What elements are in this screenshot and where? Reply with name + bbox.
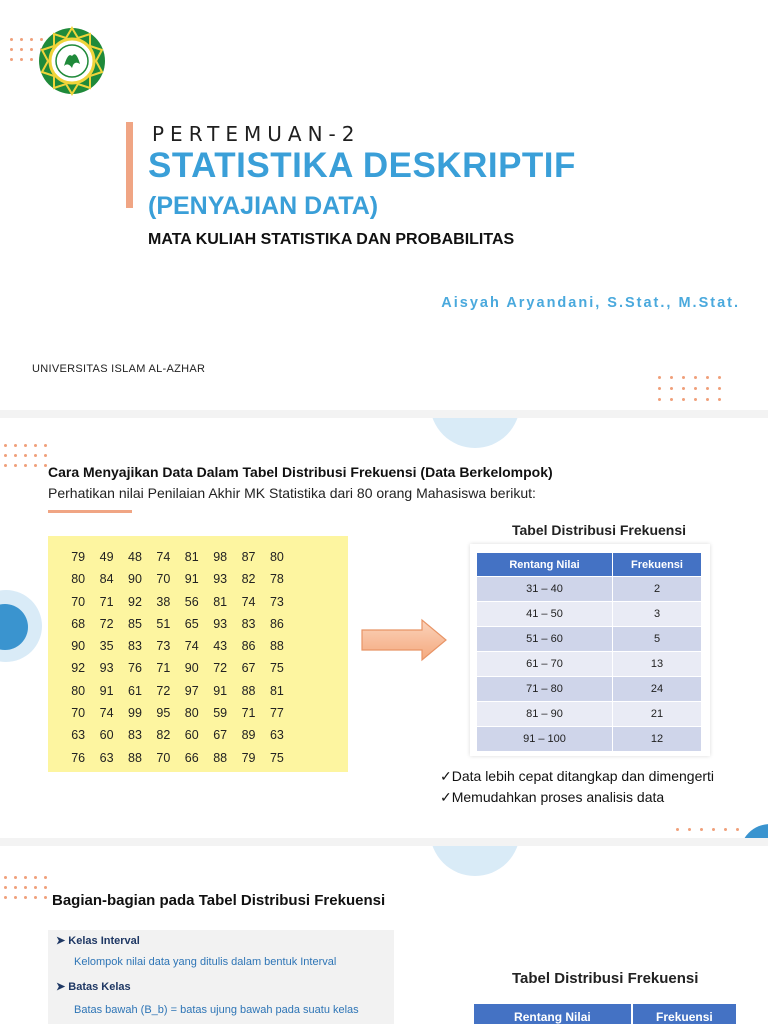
range-cell: 51 – 60	[477, 627, 613, 652]
frequency-table	[476, 552, 702, 752]
data-value-cell: 91	[184, 572, 199, 587]
data-value-cell: 80	[71, 572, 86, 587]
section-heading: Bagian-bagian pada Tabel Distribusi Frekuensi	[52, 892, 386, 909]
data-value-cell: 35	[99, 639, 114, 654]
data-value-cell: 85	[128, 616, 142, 631]
data-value-cell: 71	[99, 594, 114, 609]
frequency-cell: 3	[613, 602, 702, 627]
heading-underline	[48, 510, 132, 513]
data-value-cell: 63	[71, 728, 86, 743]
benefit-list	[440, 766, 714, 808]
decor-dots-left	[4, 444, 47, 467]
list-item: ✓Data lebih cepat ditangkap dan dimengerti	[440, 768, 715, 784]
data-value-cell: 79	[241, 750, 256, 765]
data-value-cell: 99	[128, 706, 142, 721]
definition-label: ➤ Batas Kelas	[56, 981, 131, 993]
arrow-bullet-icon: ➤	[56, 981, 69, 993]
data-value-cell: 72	[213, 661, 228, 676]
data-value-cell: 81	[213, 594, 228, 609]
data-value-cell: 80	[184, 706, 199, 721]
data-value-cell: 90	[128, 572, 142, 587]
data-value-cell: 95	[156, 706, 171, 721]
table-parts-slide	[0, 846, 768, 1024]
frequency-table-card	[470, 544, 710, 756]
data-value-cell: 83	[128, 639, 142, 654]
data-value-cell: 83	[128, 728, 142, 743]
data-value-cell: 98	[213, 550, 228, 564]
data-value-cell: 82	[156, 728, 171, 743]
table-row	[477, 702, 702, 727]
data-value-cell: 74	[184, 639, 199, 654]
slide-separator	[0, 410, 768, 418]
data-value-cell: 65	[184, 616, 199, 631]
data-value-cell: 74	[156, 550, 171, 564]
column-header: Rentang Nilai	[474, 1004, 631, 1024]
table-row	[477, 677, 702, 702]
data-value-cell: 51	[156, 616, 171, 631]
data-value-cell: 91	[213, 683, 228, 698]
data-value-cell: 76	[71, 750, 86, 765]
table-title: Tabel Distribusi Frekuensi	[512, 522, 687, 538]
table-row	[477, 577, 702, 602]
data-value-cell: 86	[241, 639, 256, 654]
course-name: MATA KULIAH STATISTIKA DAN PROBABILITAS	[148, 231, 515, 248]
frequency-cell: 24	[613, 677, 702, 702]
table-row	[477, 727, 702, 752]
data-value-cell: 70	[71, 706, 86, 721]
range-cell: 61 – 70	[477, 652, 613, 677]
data-value-cell: 87	[241, 550, 256, 564]
frequency-cell: 21	[613, 702, 702, 727]
range-cell: 81 – 90	[477, 702, 613, 727]
definition-label: ➤ Kelas Interval	[56, 935, 140, 947]
table-header-row	[477, 553, 702, 577]
definition-text: Kelompok nilai data yang ditulis dalam bentuk Interval	[74, 956, 337, 968]
section-description: Perhatikan nilai Penilaian Akhir MK Statistika dari 80 orang Mahasiswa berikut:	[48, 485, 536, 501]
author-name: Aisyah Aryandani, S.Stat., M.Stat.	[441, 295, 740, 311]
data-value-cell: 67	[213, 728, 228, 743]
data-value-cell: 60	[99, 728, 114, 743]
data-value-cell: 77	[269, 706, 284, 721]
data-value-cell: 93	[213, 616, 228, 631]
data-value-cell: 88	[128, 750, 142, 765]
data-value-cell: 63	[99, 750, 114, 765]
decor-circle	[430, 846, 520, 876]
data-value-cell: 71	[156, 661, 171, 676]
column-header: Rentang Nilai	[477, 553, 613, 577]
data-value-cell: 73	[269, 594, 284, 609]
data-value-cell: 86	[269, 616, 284, 631]
data-value-cell: 82	[241, 572, 256, 587]
data-value-cell: 84	[99, 572, 114, 587]
table-row	[477, 652, 702, 677]
data-value-cell: 71	[241, 706, 256, 721]
data-value-cell: 49	[99, 550, 114, 564]
range-cell: 71 – 80	[477, 677, 613, 702]
university-name: UNIVERSITAS ISLAM AL-AZHAR	[32, 363, 206, 375]
data-value-cell: 89	[241, 728, 256, 743]
frequency-table-body	[477, 577, 702, 752]
data-value-cell: 59	[213, 706, 228, 721]
decor-dots-bottom-right	[658, 376, 721, 401]
data-value-cell: 60	[184, 728, 199, 743]
decor-circle	[430, 418, 520, 448]
title-accent-bar	[126, 122, 133, 208]
data-value-cell: 74	[99, 706, 114, 721]
definition-box	[48, 930, 394, 1024]
data-value-cell: 78	[269, 572, 284, 587]
data-value-cell: 75	[269, 750, 284, 765]
data-value-cell: 72	[156, 683, 171, 698]
frequency-cell: 5	[613, 627, 702, 652]
slide-separator	[0, 838, 768, 846]
range-cell: 31 – 40	[477, 577, 613, 602]
data-value-cell: 92	[71, 661, 86, 676]
data-value-cell: 81	[269, 683, 284, 698]
data-value-cell: 63	[269, 728, 284, 743]
right-arrow-icon	[360, 618, 448, 662]
data-value-cell: 76	[128, 661, 142, 676]
data-value-cell: 70	[71, 594, 86, 609]
data-value-cell: 81	[184, 550, 199, 564]
data-value-cell: 67	[241, 661, 256, 676]
data-value-cell: 73	[156, 639, 171, 654]
data-value-cell: 97	[184, 683, 199, 698]
data-value-cell: 79	[71, 550, 86, 564]
data-value-cell: 80	[269, 550, 284, 564]
data-value-cell: 92	[128, 594, 142, 609]
data-value-cell: 90	[184, 661, 199, 676]
table-row	[477, 602, 702, 627]
section-heading: Cara Menyajikan Data Dalam Tabel Distribusi Frekuensi (Data Berkelompok)	[48, 464, 553, 480]
decor-dots-right	[676, 828, 739, 831]
frequency-table-slide	[0, 418, 768, 838]
data-value-cell: 38	[156, 594, 171, 609]
slide-title-sub: (PENYAJIAN DATA)	[148, 192, 379, 220]
data-value-cell: 66	[184, 750, 199, 765]
data-value-cell: 75	[269, 661, 284, 676]
column-header: Frekuensi	[613, 553, 702, 577]
data-value-cell: 88	[213, 750, 228, 765]
frequency-cell: 2	[613, 577, 702, 602]
data-value-cell: 43	[213, 639, 228, 654]
table-header-row	[474, 1004, 736, 1024]
data-value-cell: 88	[241, 683, 256, 698]
decor-circle-blue	[740, 824, 768, 838]
raw-data-grid	[64, 546, 291, 769]
data-value-cell: 68	[71, 616, 86, 631]
data-value-cell: 80	[71, 683, 86, 698]
data-value-cell: 70	[156, 572, 171, 587]
table-row	[477, 627, 702, 652]
data-value-cell: 91	[99, 683, 114, 698]
frequency-cell: 13	[613, 652, 702, 677]
data-value-cell: 83	[241, 616, 256, 631]
frequency-cell: 12	[613, 727, 702, 752]
data-value-cell: 48	[128, 550, 142, 564]
table-title: Tabel Distribusi Frekuensi	[512, 970, 699, 987]
data-value-cell: 70	[156, 750, 171, 765]
session-label: PERTEMUAN-2	[152, 122, 361, 146]
data-value-cell: 74	[241, 594, 256, 609]
university-seal-icon	[38, 26, 106, 96]
decor-dots-left	[4, 876, 47, 899]
slide-title: STATISTIKA DESKRIPTIF	[148, 146, 576, 185]
arrow-bullet-icon: ➤	[56, 935, 69, 947]
data-value-cell: 88	[269, 639, 284, 654]
definition-text: Batas bawah (B_b) = batas ujung bawah pada suatu kelas	[74, 1004, 359, 1016]
data-value-cell: 56	[184, 594, 199, 609]
data-value-cell: 93	[99, 661, 114, 676]
list-item: ✓Memudahkan proses analisis data	[440, 789, 665, 805]
title-slide	[0, 0, 768, 410]
data-value-cell: 72	[99, 616, 114, 631]
data-value-cell: 61	[128, 683, 142, 698]
data-value-cell: 93	[213, 572, 228, 587]
data-value-cell: 90	[71, 639, 86, 654]
range-cell: 91 – 100	[477, 727, 613, 752]
column-header: Frekuensi	[633, 1004, 736, 1024]
range-cell: 41 – 50	[477, 602, 613, 627]
